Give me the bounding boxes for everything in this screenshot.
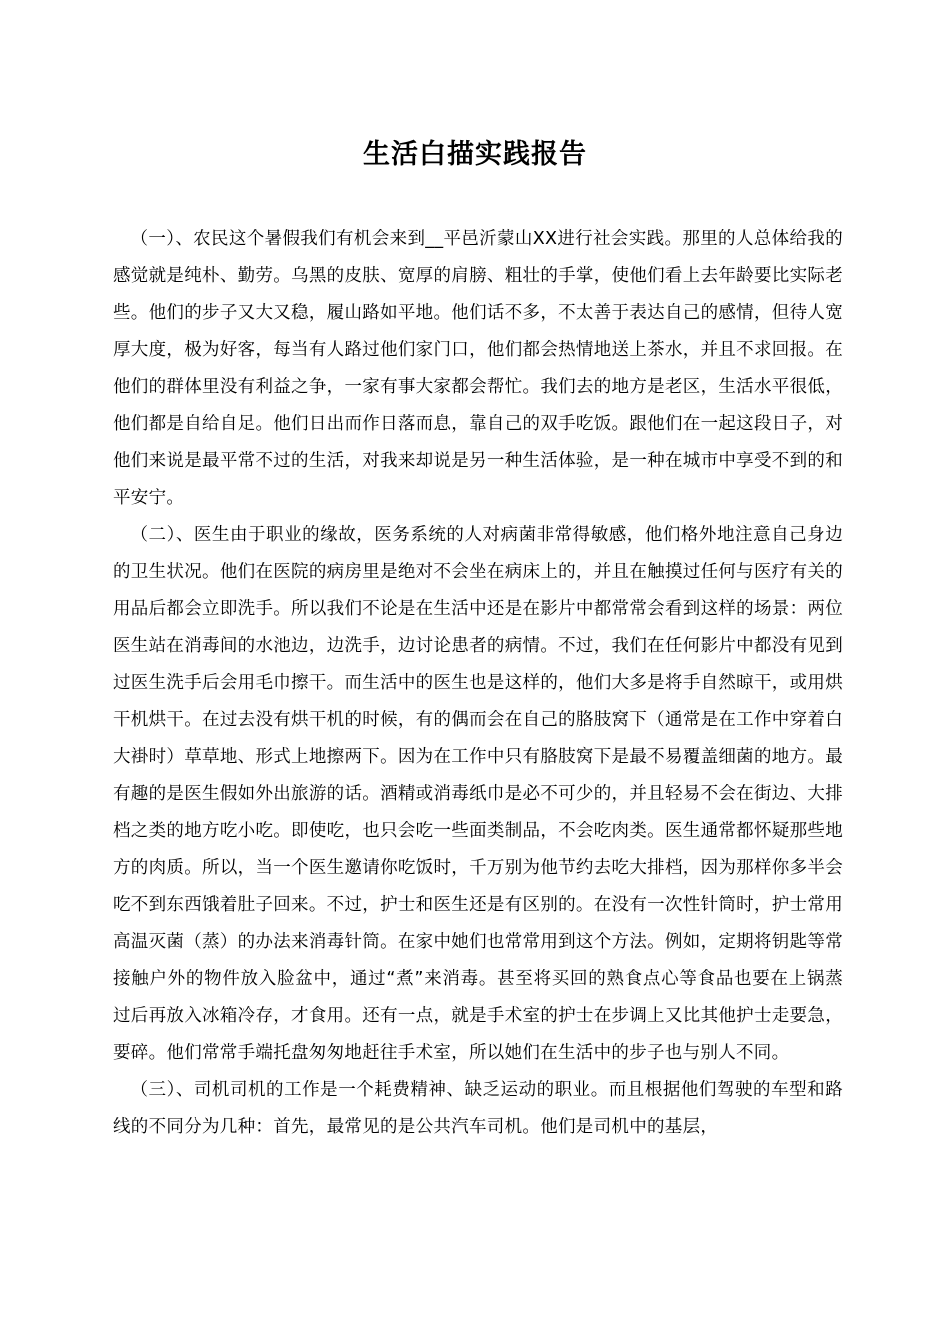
document-title: 生活白描实践报告 xyxy=(363,139,587,170)
paragraph-farmers: （一）、农民这个暑假我们有机会来到__平邑沂蒙山XX进行社会实践。那里的人总体给我的感觉就是纯朴、勤劳。乌黑的皮肤、宽厚的肩膀、粗壮的手掌，使他们看上去年龄要比实际老些。他们的步子又大又稳，履山路如平地。他们话不多，不太善于表达自己的感情，但待人宽厚大度，极为好客，每当有人路过他们家门口，他们都会热情地送上茶水，并且不求回报。在他们的群体里没有利益之争，一家有事大家都会帮忙。我们去的地方是老区，生活水平很低，他们都是自给自足。他们日出而作日落而息，靠自己的双手吃饭。跟他们在一起这段日子，对他们来说是最平常不过的生活，对我来却说是另一种生活体验，是一种在城市中享受不到的和平安宁。 xyxy=(113,229,843,508)
paragraph-doctors: （二）、医生由于职业的缘故，医务系统的人对病菌非常得敏感，他们格外地注意自己身边的卫生状况。他们在医院的病房里是绝对不会坐在病床上的，并且在触摸过任何与医疗有关的用品后都会立即洗手。所以我们不论是在生活中还是在影片中都常常会看到这样的场景：两位医生站在消毒间的水池边，边洗手，边讨论患者的病情。不过，我们在任何影片中都没有见到过医生洗手后会用毛巾擦干。而生活中的医生也是这样的，他们大多是将手自然晾干，或用烘干机烘干。在过去没有烘干机的时候，有的偶而会在自己的胳肢窝下（通常是在工作中穿着白大褂时）草草地、形式上地擦两下。因为在工作中只有胳肢窝下是最不易覆盖细菌的地方。最有趣的是医生假如外出旅游的话。酒精或消毒纸巾是必不可少的，并且轻易不会在街边、大排档之类的地方吃小吃。即使吃，也只会吃一些面类制品，不会吃肉类。医生通常都怀疑那些地方的肉质。所以，当一个医生邀请你吃饭时，千万别为他节约去吃大排档，因为那样你多半会吃不到东西饿着肚子回来。不过，护士和医生还是有区别的。在没有一次性针筒时，护士常用高温灭菌（蒸）的办法来消毒针筒。在家中她们也常常用到这个方法。例如，定期将钥匙等常接触户外的物件放入脸盆中，通过“煮”来消毒。甚至将买回的熟食点心等食品也要在上锅蒸过后再放入冰箱冷存，才食用。还有一点，就是手术室的护士在步调上又比其他护士走要急，要碎。他们常常手端托盘匆匆地赶往手术室，所以她们在生活中的步子也与别人不同。 xyxy=(113,525,843,1063)
paragraph-drivers: （三）、司机司机的工作是一个耗费精神、缺乏运动的职业。而且根据他们驾驶的车型和路线的不同分为几种：首先，最常见的是公共汽车司机。他们是司机中的基层， xyxy=(113,1080,843,1137)
document-body xyxy=(113,221,843,1146)
